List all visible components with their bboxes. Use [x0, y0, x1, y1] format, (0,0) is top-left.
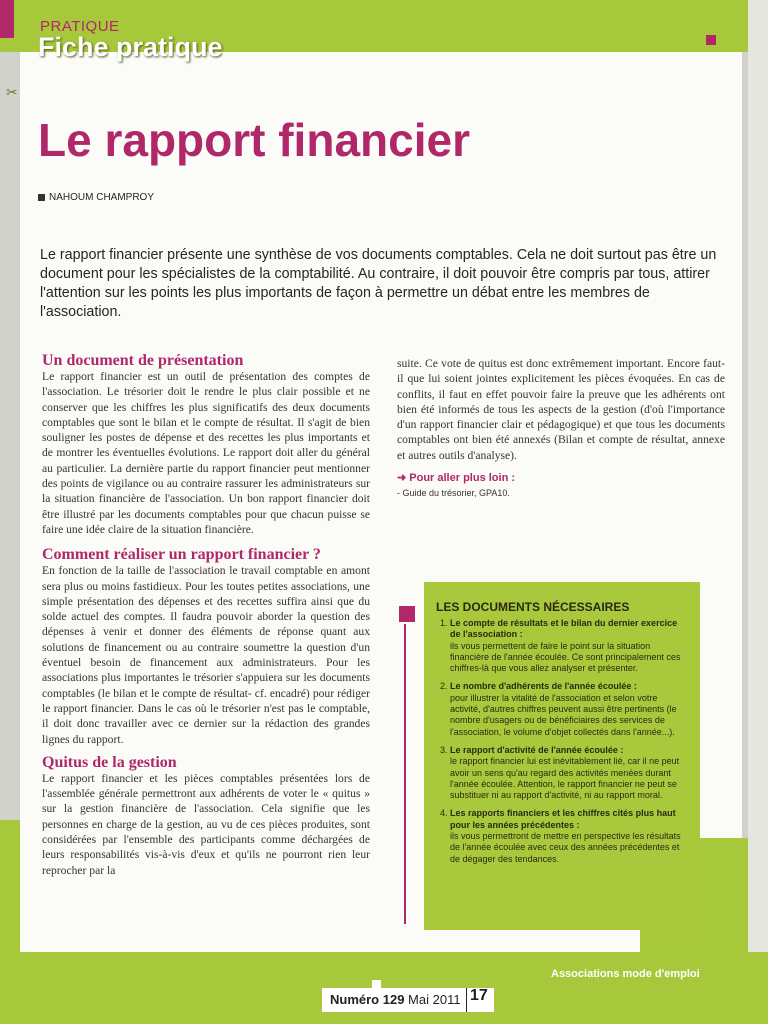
list-item — [450, 618, 688, 674]
list-item-text: ils vous permettront de mettre en perspective les résultats de l'année écoulée avec ceux des années précédentes et de dégager des tendances. — [450, 831, 681, 864]
box-rule — [404, 624, 406, 924]
author-byline — [38, 192, 154, 203]
section-body-continued: suite. Ce vote de quitus est donc extrêmement important. Encore faut-il que lui soient jointes explicitement les pièces évoquées. En cas de conflits, il faut en effet pouvoir faire la preuve que les adhérents ont bien été informés de tous les aspects de la gestion (d'où l'importance d'un rapport financier clair et pédagogique) et que tous les documents comptables ont bien été annexés (Bilan et compte de résultat, annexe et autres outils d'analyse). — [397, 357, 725, 462]
issue-date: Mai 2011 — [408, 992, 461, 1007]
box-title: LES DOCUMENTS NÉCESSAIRES — [436, 600, 630, 614]
list-item — [450, 745, 688, 801]
further-reading-item: - Guide du trésorier, GPA10. — [397, 488, 510, 499]
right-margin — [748, 0, 768, 1024]
author-name: NAHOUM CHAMPROY — [49, 192, 155, 203]
documents-box — [424, 582, 700, 930]
list-item-head: Le nombre d'adhérents de l'année écoulée : — [450, 681, 637, 692]
magenta-marker — [706, 35, 716, 45]
issue-info — [330, 992, 461, 1007]
footer-brand: Associations mode d'emploi — [551, 968, 700, 980]
list-item — [450, 808, 688, 864]
column-left — [42, 353, 370, 878]
box-marker — [399, 606, 415, 622]
list-item — [450, 681, 688, 737]
section-body: En fonction de la taille de l'association le travail comptable en amont sera plus ou moins fastidieux. Pour les toutes petites associations, une simple présentation des dépenses et des recettes suffira ainsi que du solde actuel des comptes. Il faudra pouvoir aborder la question des dépenses à venir et donner des éléments de réponse quant aux solutions de financement ou au contraire soumettre la question d'un éventuel besoin de financement aux administrateurs. Pour les associations plus importantes le trésorier s'appuiera sur les documents comptables (le bilan et le compte de résultat- cf. encadré) pour rédiger le rapport financier. Dans le cas où le trésorier n'est pas le comptable, il doit donc travailler avec ce dernier sur la rédaction des grandes lignes du rapport. — [42, 564, 370, 746]
article-title: Le rapport financier — [38, 114, 470, 166]
list-item-text: pour illustrer la vitalité de l'association et selon votre activité, d'autres chiffres peuvent aussi être pertinents (le nombre d'usagers ou de bénéficiaires des services de l'association, le volume d'objet collectés dans l'année...). — [450, 692, 677, 737]
section-heading: Quitus de la gestion — [42, 753, 177, 771]
section-label: Fiche pratique — [38, 32, 223, 62]
page-separator — [466, 988, 467, 1012]
box-list — [436, 618, 688, 865]
column-right — [397, 356, 725, 502]
list-item-text: le rapport financier lui est inévitablement lié, car il ne peut avoir un sens qu'au regard des activités menées durant l'année écoulée. Attention, le rapport financier ne peut se substituer ni au rapport d'activité, ni au rapport moral. — [450, 756, 680, 801]
list-item-head: Le compte de résultats et le bilan du dernier exercice de l'association : — [450, 618, 678, 640]
issue-number: Numéro 129 — [330, 992, 405, 1007]
list-item-text: ils vous permettent de faire le point sur la situation financière de l'année écoulée. Ce sont principalement ces chiffres-là que vous allez analyser et présenter. — [450, 640, 681, 674]
intro-paragraph: Le rapport financier présente une synthèse de vos documents comptables. Cela ne doit surtout pas être un document pour les spécialistes de la comptabilité. Au contraire, il doit pouvoir être compris par tous, attirer l'attention sur les points les plus importants de façon à permettre un débat entre les membres de l'association. — [40, 247, 717, 320]
section-body: Le rapport financier est un outil de présentation des comptes de l'association. Le trésorier doit le rendre le plus clair possible et ne conserver que les chiffres les plus significatifs des deux documents comptables que sont le bilan et le compte de résultat. Il s'agit de bien souligner les postes de dépense et des recettes les plus importants et de montrer les éventuelles évolutions. Le rapport doit aller du général au particulier. La dernière partie du rapport financier peut mentionner des points de vigilance ou au contraire rassurer les administrateurs sur la situation financière de l'association. Un bon rapport financier doit être illustré par les documents comptables pour que chacun puisse se faire une idée claire de la situation financière. — [42, 370, 370, 536]
section-heading: Un document de présentation — [42, 352, 244, 369]
section-heading: Comment réaliser un rapport financier ? — [42, 546, 321, 564]
rubric-label: PRATIQUE — [40, 18, 120, 35]
section-body: Le rapport financier et les pièces comptables présentées lors de l'assemblée générale permettront aux adhérents de voter le « quitus » sur la gestion financière de l'association. Cela signifie que les personnes en charge de la gestion, au vu de ces pièces produites, sont considérées par l'ensemble des participants comme déchargées de leurs responsabilités vis-à-vis d'eux et qu'ils ne pourront rien leur reprocher par la — [42, 771, 370, 877]
magenta-corner-block — [0, 0, 14, 38]
list-item-head: Les rapports financiers et les chiffres cités plus haut pour les années précédentes : — [450, 808, 676, 830]
square-bullet-icon — [38, 194, 45, 201]
further-reading — [397, 471, 725, 502]
list-item-head: Le rapport d'activité de l'année écoulée : — [450, 744, 624, 755]
further-reading-heading: ➜ Pour aller plus loin : — [397, 472, 516, 485]
page-number: 17 — [470, 987, 488, 1004]
scissors-icon: ✂ — [6, 85, 18, 101]
left-green-band — [0, 820, 20, 952]
